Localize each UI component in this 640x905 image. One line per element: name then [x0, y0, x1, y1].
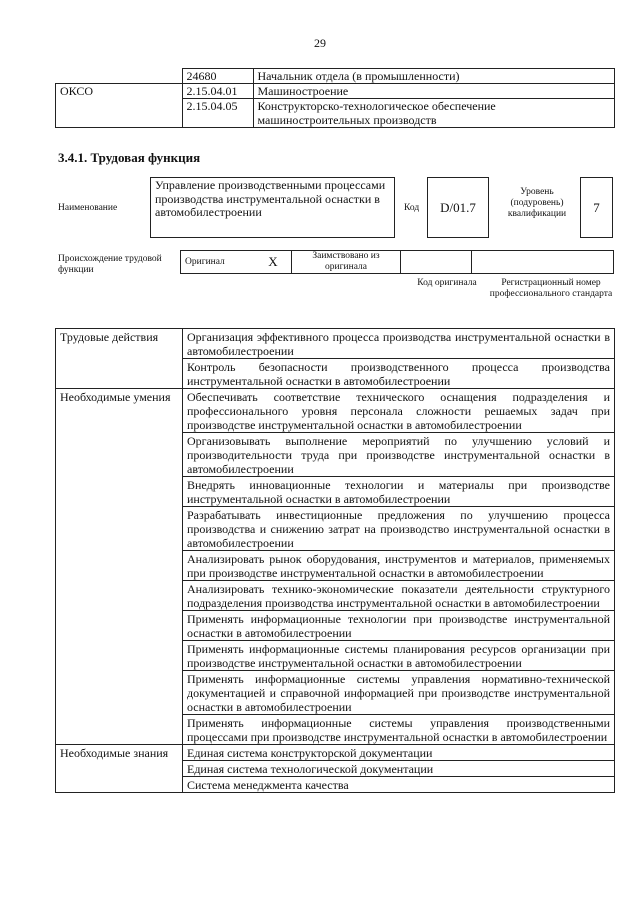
code-caption: Код оригинала	[417, 278, 477, 288]
skill-item: Обеспечивать соответствие технического оснащения подразделения и профессионального уровня персонала сложности решаемых задач при производстве инструментальной оснастки в автомобилестроении	[183, 389, 615, 433]
table-row	[56, 745, 615, 761]
section-title: 3.4.1. Трудовая функция	[58, 150, 201, 165]
original-mark: X	[255, 251, 292, 274]
skill-item: Применять информационные технологии при производстве инструментальной оснастки в автомобилестроении	[183, 611, 615, 641]
skill-item: Применять информационные системы планирования ресурсов организации при производстве инструментальной оснастки в автомобилестроении	[183, 641, 615, 671]
registration-caption: Регистрационный номер профессионального стандарта	[489, 278, 613, 299]
okso-code-cell: 24680	[182, 69, 253, 84]
table-row	[56, 329, 615, 359]
table-row	[56, 84, 615, 99]
original-label: Оригинал	[181, 251, 256, 274]
okso-code-cell: 2.15.04.01	[182, 84, 253, 99]
category-cell: Необходимые умения	[56, 389, 183, 745]
category-cell: Трудовые действия	[56, 329, 183, 389]
borrowed-label: Заимствовано из оригинала	[292, 251, 401, 274]
registration-number-cell	[472, 251, 614, 274]
skill-item: Разрабатывать инвестиционные предложения по улучшению процесса производства и снижению затрат на производство инструментальной оснастки в автомобилестроении	[183, 507, 615, 551]
page-number: 29	[314, 36, 326, 50]
okso-table	[55, 68, 615, 128]
skill-item: Анализировать технико-экономические показатели деятельности структурного подразделения производства инструментальной оснастки в автомобилестроении	[183, 581, 615, 611]
qualification-level-value: 7	[580, 177, 613, 238]
skill-item: Организовывать выполнение мероприятий по улучшению условий и производительности труда при производстве инструментальной оснастки в автомобилестроении	[183, 433, 615, 477]
okso-name-cell: Начальник отдела (в промышленности)	[253, 69, 615, 84]
okso-label-cell	[56, 69, 183, 84]
labor-action-item: Контроль безопасности производственного процесса производства инструментальной оснастки в автомобилестроении	[183, 359, 615, 389]
knowledge-item: Единая система конструкторской документации	[183, 745, 615, 761]
code-label: Код	[404, 203, 420, 213]
table-row	[181, 251, 614, 274]
labor-action-item: Организация эффективного процесса производства инструментальной оснастки в автомобилестроении	[183, 329, 615, 359]
skill-item: Применять информационные системы управления нормативно-технической документацией и справочной информацией при производстве инструментальной оснастки в автомобилестроении	[183, 671, 615, 715]
okso-name-cell: Конструкторско-технологическое обеспечение машиностроительных производств	[253, 99, 615, 128]
category-cell: Необходимые знания	[56, 745, 183, 793]
table-row	[56, 69, 615, 84]
function-name-value: Управление производственными процессами производства инструментальной оснастки в автомобилестроении	[150, 177, 395, 238]
skill-item: Применять информационные системы управления производственными процессами при производстве инструментальной оснастки в автомобилестроении	[183, 715, 615, 745]
skill-item: Внедрять инновационные технологии и материалы при производстве инструментальной оснастки в автомобилестроении	[183, 477, 615, 507]
labor-function-table	[55, 328, 615, 793]
okso-label-cell: ОКСО	[56, 84, 183, 128]
knowledge-item: Система менеджмента качества	[183, 777, 615, 793]
level-label: Уровень (подуровень) квалификации	[507, 187, 567, 219]
okso-code-cell: 2.15.04.05	[182, 99, 253, 128]
name-label: Наименование	[58, 203, 118, 213]
knowledge-item: Единая система технологической документации	[183, 761, 615, 777]
original-code-cell	[401, 251, 472, 274]
table-row	[56, 389, 615, 433]
okso-name-cell: Машиностроение	[253, 84, 615, 99]
function-code-value: D/01.7	[427, 177, 489, 238]
origin-label: Происхождение трудовой функции	[58, 254, 162, 275]
skill-item: Анализировать рынок оборудования, инструментов и материалов, применяемых при производстве инструментальной оснастки в автомобилестроении	[183, 551, 615, 581]
origin-table	[180, 250, 614, 274]
